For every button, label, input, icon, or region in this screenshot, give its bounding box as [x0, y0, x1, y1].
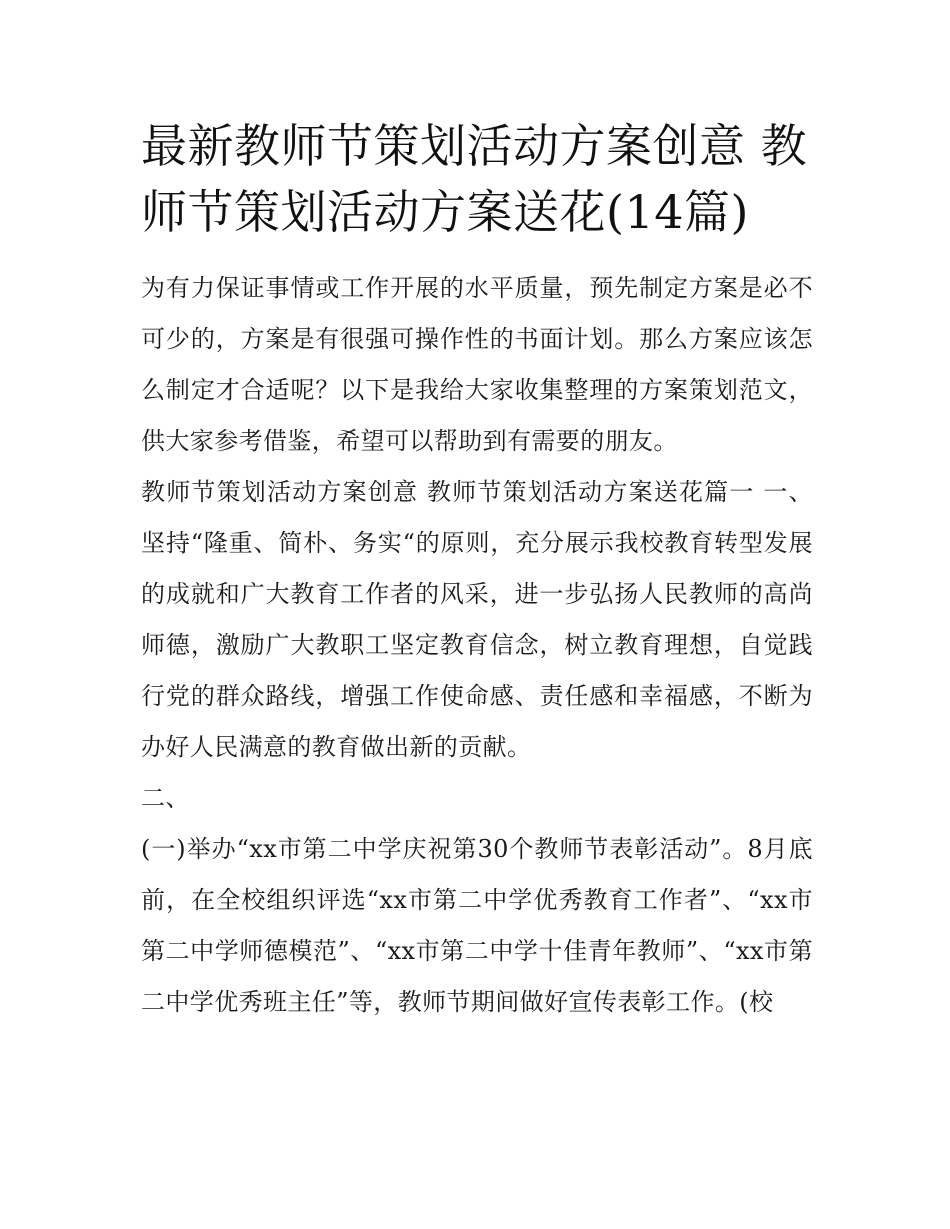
- section-one-paragraph: 教师节策划活动方案创意 教师节策划活动方案送花篇一 一、坚持“隆重、简朴、务实“的原则，充分展示我校教育转型发展的成就和广大教育工作者的风采，进一步弘扬人民教师的高尚师德，激励广大教职工坚定教育信念，树立教育理想，自觉践行党的群众路线，增强工作使命感、责任感和幸福感，不断为办好人民满意的教育做出新的贡献。: [141, 478, 813, 761]
- section-two-heading: 二、: [141, 784, 190, 812]
- section-two-item-one: (一)举办“xx市第二中学庆祝第30个教师节表彰活动”。8月底前，在全校组织评选“xx市第二中学优秀教育工作者”、“xx市第二中学师德模范”、“xx市第二中学十佳青年教师”、“xx市第二中学优秀班主任”等，教师节期间做好宣传表彰工作。(校: [141, 835, 813, 1016]
- document-title: 最新教师节策划活动方案创意 教师节策划活动方案送花(14篇): [141, 119, 808, 239]
- document-content: [141, 113, 813, 1028]
- intro-paragraph: 为有力保证事情或工作开展的水平质量，预先制定方案是必不可少的，方案是有很强可操作性的书面计划。那么方案应该怎么制定才合适呢？以下是我给大家收集整理的方案策划范文，供大家参考借鉴，希望可以帮助到有需要的朋友。: [141, 274, 813, 455]
